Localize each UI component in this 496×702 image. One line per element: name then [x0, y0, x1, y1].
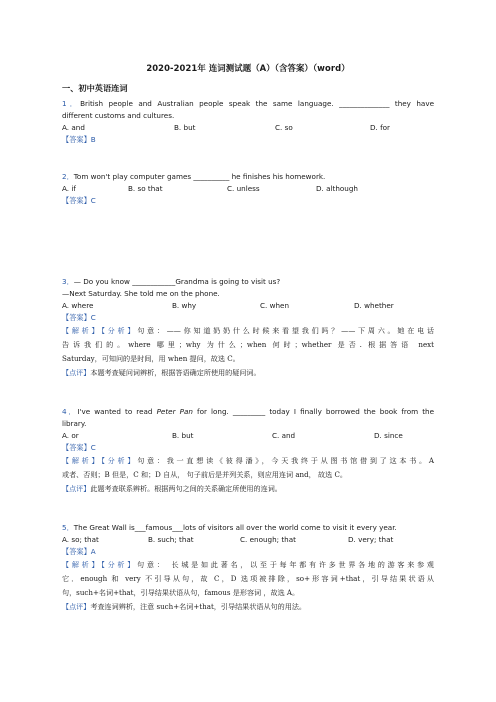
- analysis-line: 或者、否则；B 但是，C 和；D 自从， 句子前后是并列关系，则应用连词 and， 故选 C。: [62, 470, 347, 479]
- answer-value: C: [90, 313, 96, 322]
- question-1-options: [62, 122, 434, 134]
- question-1-text-cont: different customs and cultures.: [62, 111, 175, 120]
- page-title: 2020-2021年 连词测试题（A）（含答案）（word）: [146, 63, 350, 73]
- section-tag: 【点评】: [62, 484, 91, 493]
- question-number: 5．: [62, 523, 74, 532]
- analysis-line: 【解析】【分析】句意：我一直想读《彼得潘》，今天我终于从图书馆借到了这本书。A: [62, 456, 434, 465]
- option-b: B. such; that: [148, 535, 194, 544]
- question-2-options: [62, 183, 434, 195]
- question-number: 4．: [62, 407, 78, 416]
- analysis-block: [62, 454, 434, 496]
- section-tag: 【解析】【分析】: [62, 456, 138, 465]
- analysis-block: [62, 324, 434, 380]
- option-a: A. and: [62, 123, 85, 132]
- analysis-line: 【解析】【分析】句意：——你知道奶奶什么时候来看望我们吗？——下周六。她在电话: [62, 326, 435, 335]
- option-c: C. and: [272, 431, 296, 440]
- option-d: D. very; that: [348, 535, 394, 544]
- section-heading: 一、初中英语连词: [62, 83, 128, 93]
- option-d: D. for: [370, 123, 390, 132]
- question-4-options: [62, 430, 434, 442]
- analysis-line: Saturday，可知问的是时间，用 when 提问，故选 C。: [62, 354, 240, 363]
- option-c: C. enough; that: [240, 535, 296, 544]
- question-1-text: 1．British people and Australian people speak the same language. ______________ they have: [62, 99, 435, 108]
- question-4-text-cont: library.: [62, 419, 87, 428]
- option-a: A. where: [62, 301, 94, 310]
- question-4: [62, 406, 434, 496]
- comment-line: 【点评】此题考查联系辨析。根据两句之间的关系确定所使用的连词。: [62, 484, 282, 493]
- option-c: C. when: [260, 301, 289, 310]
- section-tag: 【点评】: [62, 368, 91, 377]
- option-d: D. although: [316, 184, 358, 193]
- answer-line: 【答案】C: [62, 196, 96, 205]
- option-a: A. so; that: [62, 535, 99, 544]
- answer-line: 【答案】C: [62, 313, 96, 322]
- question-5: [62, 522, 434, 614]
- option-d: D. since: [374, 431, 403, 440]
- option-b: B. why: [172, 301, 197, 310]
- question-2-text: 2．Tom won't play computer games __________ he finishes his homework.: [62, 172, 326, 181]
- question-5-options: [62, 534, 434, 546]
- question-3-text: 3．— Do you know ____________Grandma is going to visit us?: [62, 277, 281, 286]
- analysis-line: 【解析】【分析】句意： 长城是如此著名，以至于每年都有许多世界各地的游客来参观: [62, 560, 434, 569]
- section-tag: 【解析】【分析】: [62, 326, 138, 335]
- question-3: [62, 276, 434, 380]
- question-3-text-cont: —Next Saturday. She told me on the phone.: [62, 289, 220, 298]
- option-c: C. so: [275, 123, 293, 132]
- answer-line: 【答案】C: [62, 443, 96, 452]
- analysis-line: 句，such+名词+that，引导结果状语从句，famous 是形容词 ，故选 A。: [62, 588, 300, 597]
- analysis-line: 告诉我们的。where 哪里；why 为什么；when 何时；whether 是否. 根据答语 next: [62, 340, 434, 349]
- question-number: 3．: [62, 277, 74, 286]
- option-c: C. unless: [227, 184, 260, 193]
- book-title: Peter Pan: [156, 407, 193, 416]
- option-a: A. if: [62, 184, 76, 193]
- option-a: A. or: [62, 431, 79, 440]
- option-b: B. but: [174, 123, 196, 132]
- answer-line: 【答案】A: [62, 547, 96, 556]
- question-2: [62, 171, 434, 207]
- option-d: D. whether: [354, 301, 394, 310]
- answer-line: 【答案】B: [62, 135, 96, 144]
- analysis-block: [62, 558, 434, 614]
- option-b: B. but: [172, 431, 194, 440]
- option-b: B. so that: [128, 184, 163, 193]
- section-tag: 【解析】【分析】: [62, 560, 138, 569]
- comment-line: 【点评】本题考查疑问词辨析，根据答语确定所使用的疑问词。: [62, 368, 261, 377]
- answer-value: B: [90, 135, 96, 144]
- question-3-options: [62, 300, 434, 312]
- answer-value: C: [90, 443, 96, 452]
- question-1: [62, 98, 434, 146]
- question-5-text: 5．The Great Wall is___famous___lots of visitors all over the world come to visit it every year.: [62, 523, 397, 532]
- question-number: 1．: [62, 99, 81, 108]
- comment-line: 【点评】考查连词辨析，注意 such+名词+that，引导结果状语从句的用法。: [62, 602, 307, 611]
- answer-value: C: [90, 196, 96, 205]
- section-tag: 【点评】: [62, 602, 91, 611]
- question-number: 2．: [62, 172, 74, 181]
- question-4-text: 4．I've wanted to read Peter Pan for long. _________ today I finally borrowed the book from the: [62, 407, 434, 416]
- analysis-line: 它．enough 和 very 不引导从句，故 C，D 选项被排除，so+形容词+that，引导结果状语从: [62, 574, 434, 583]
- answer-value: A: [90, 547, 96, 556]
